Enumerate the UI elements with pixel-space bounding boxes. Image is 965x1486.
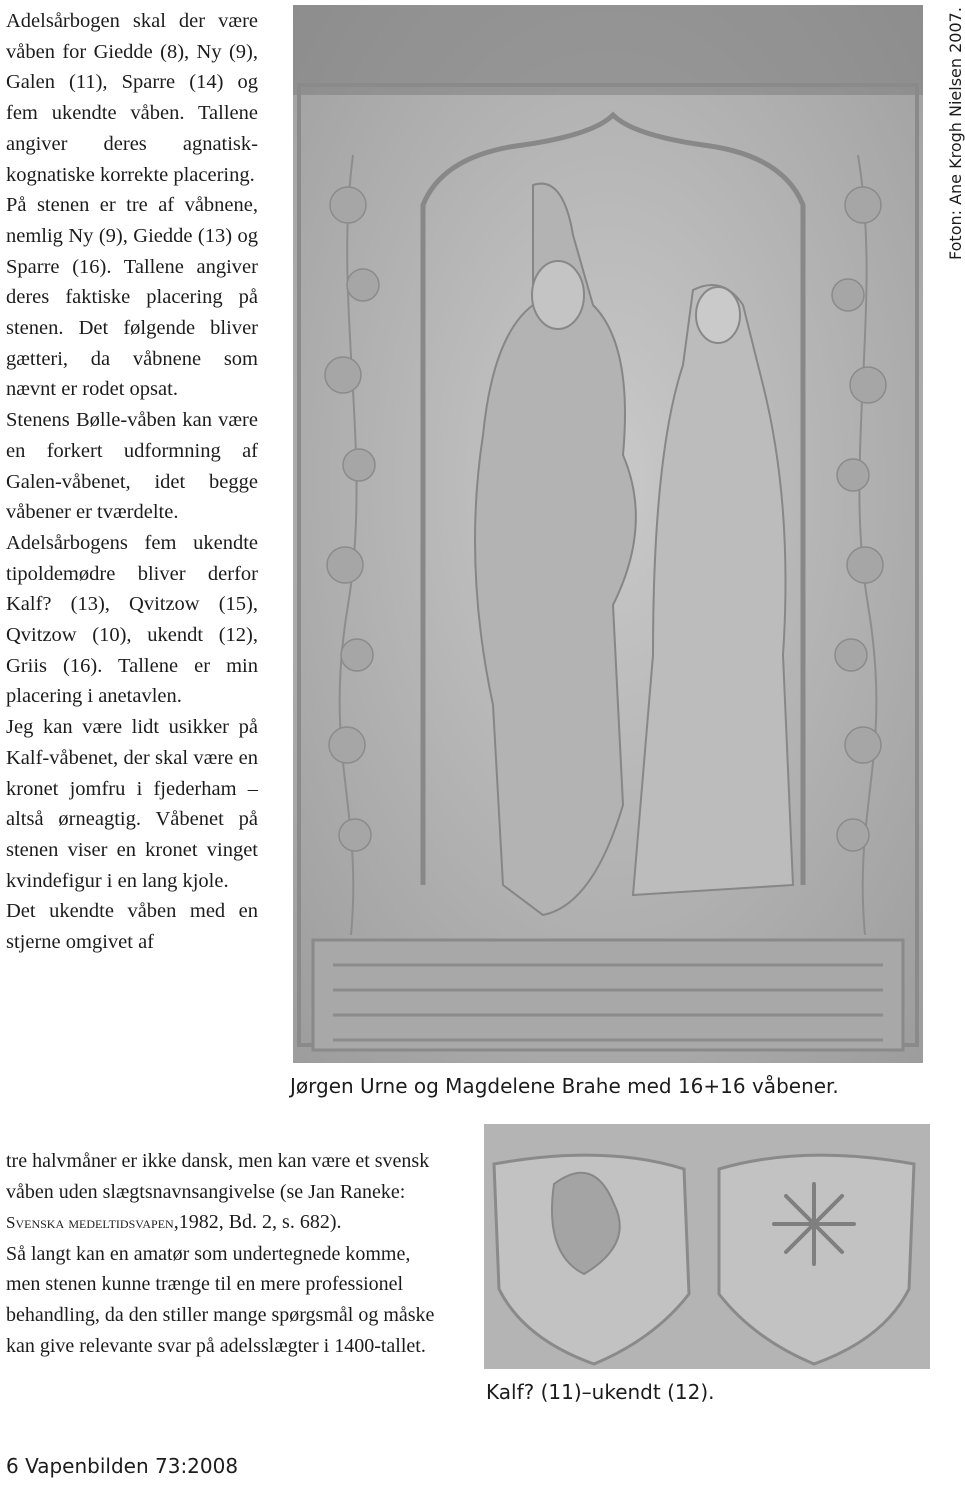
paragraph-4: Adelsårbogens fem ukendte tipoldemødre bliver derfor Kalf? (13), Qvitzow (15), Qvitzow (10), ukendt (12), Griis (16). Tallene er min placering i anetavlen.: [6, 531, 258, 708]
coat-of-arms-illustration: [484, 1124, 930, 1369]
paragraph-2: På stenen er tre af våbnene, nemlig Ny (9), Giedde (13) og Sparre (16). Tallene angiver deres faktiske placering på stenen. Det følgende bliver gætteri, da våbnene som nævnt er rodet opsat.: [6, 194, 258, 401]
paragraph-1: Adelsårbogen skal der være våben for Giedde (8), Ny (9), Galen (11), Sparre (14) og fem ukendte våben. Tallene angiver deres agnatisk-kognatiske korrekte placering.: [6, 10, 258, 186]
left-column-text: [6, 6, 258, 958]
coat-of-arms-photo: [484, 1124, 930, 1369]
paragraph-6-start: Det ukendte våben med en stjerne omgivet af: [6, 900, 258, 954]
page-footer: [6, 1454, 238, 1478]
paragraph-6-rest: [6, 1146, 446, 1239]
paragraph-6-text-b: ,1982, Bd. 2, s. 682).: [173, 1211, 342, 1234]
photo-credit: Foton: Ane Krogh Nielsen 2007.: [946, 7, 965, 260]
paragraph-5: Jeg kan være lidt usikker på Kalf-våbenet, der skal være en kronet jomfru i fjederham – altså ørneagtig. Våbenet på stenen viser en kronet vinget kvindefigur i en lang kjole.: [6, 716, 258, 892]
gravestone-illustration: [293, 5, 923, 1063]
paragraph-3: Stenens Bølle-våben kan være en forkert udformning af Galen-våbenet, idet begge våbener er tværdelte.: [6, 409, 258, 524]
paragraph-7: Så langt kan en amatør som undertegnede komme, men stenen kunne trænge til en mere professionel behandling, da den stiller mange spørgsmål og måske kan give relevante svar på adelsslægter i 1400-tallet.: [6, 1242, 435, 1357]
journal-name: Vapenbilden 73:2008: [25, 1454, 239, 1478]
main-caption: Jørgen Urne og Magdelene Brahe med 16+16 våbener.: [290, 1074, 839, 1098]
small-caption: Kalf? (11)–ukendt (12).: [486, 1380, 715, 1404]
paragraph-6-text-a: tre halvmåner er ikke dansk, men kan være et svensk våben uden slægtsnavnsangivelse (se Jan Raneke:: [6, 1150, 430, 1203]
page-number: 6: [6, 1454, 19, 1478]
lower-text: [6, 1146, 446, 1361]
gravestone-photo: [293, 5, 923, 1063]
reference-title: Svenska medeltidsvapen: [6, 1213, 174, 1233]
